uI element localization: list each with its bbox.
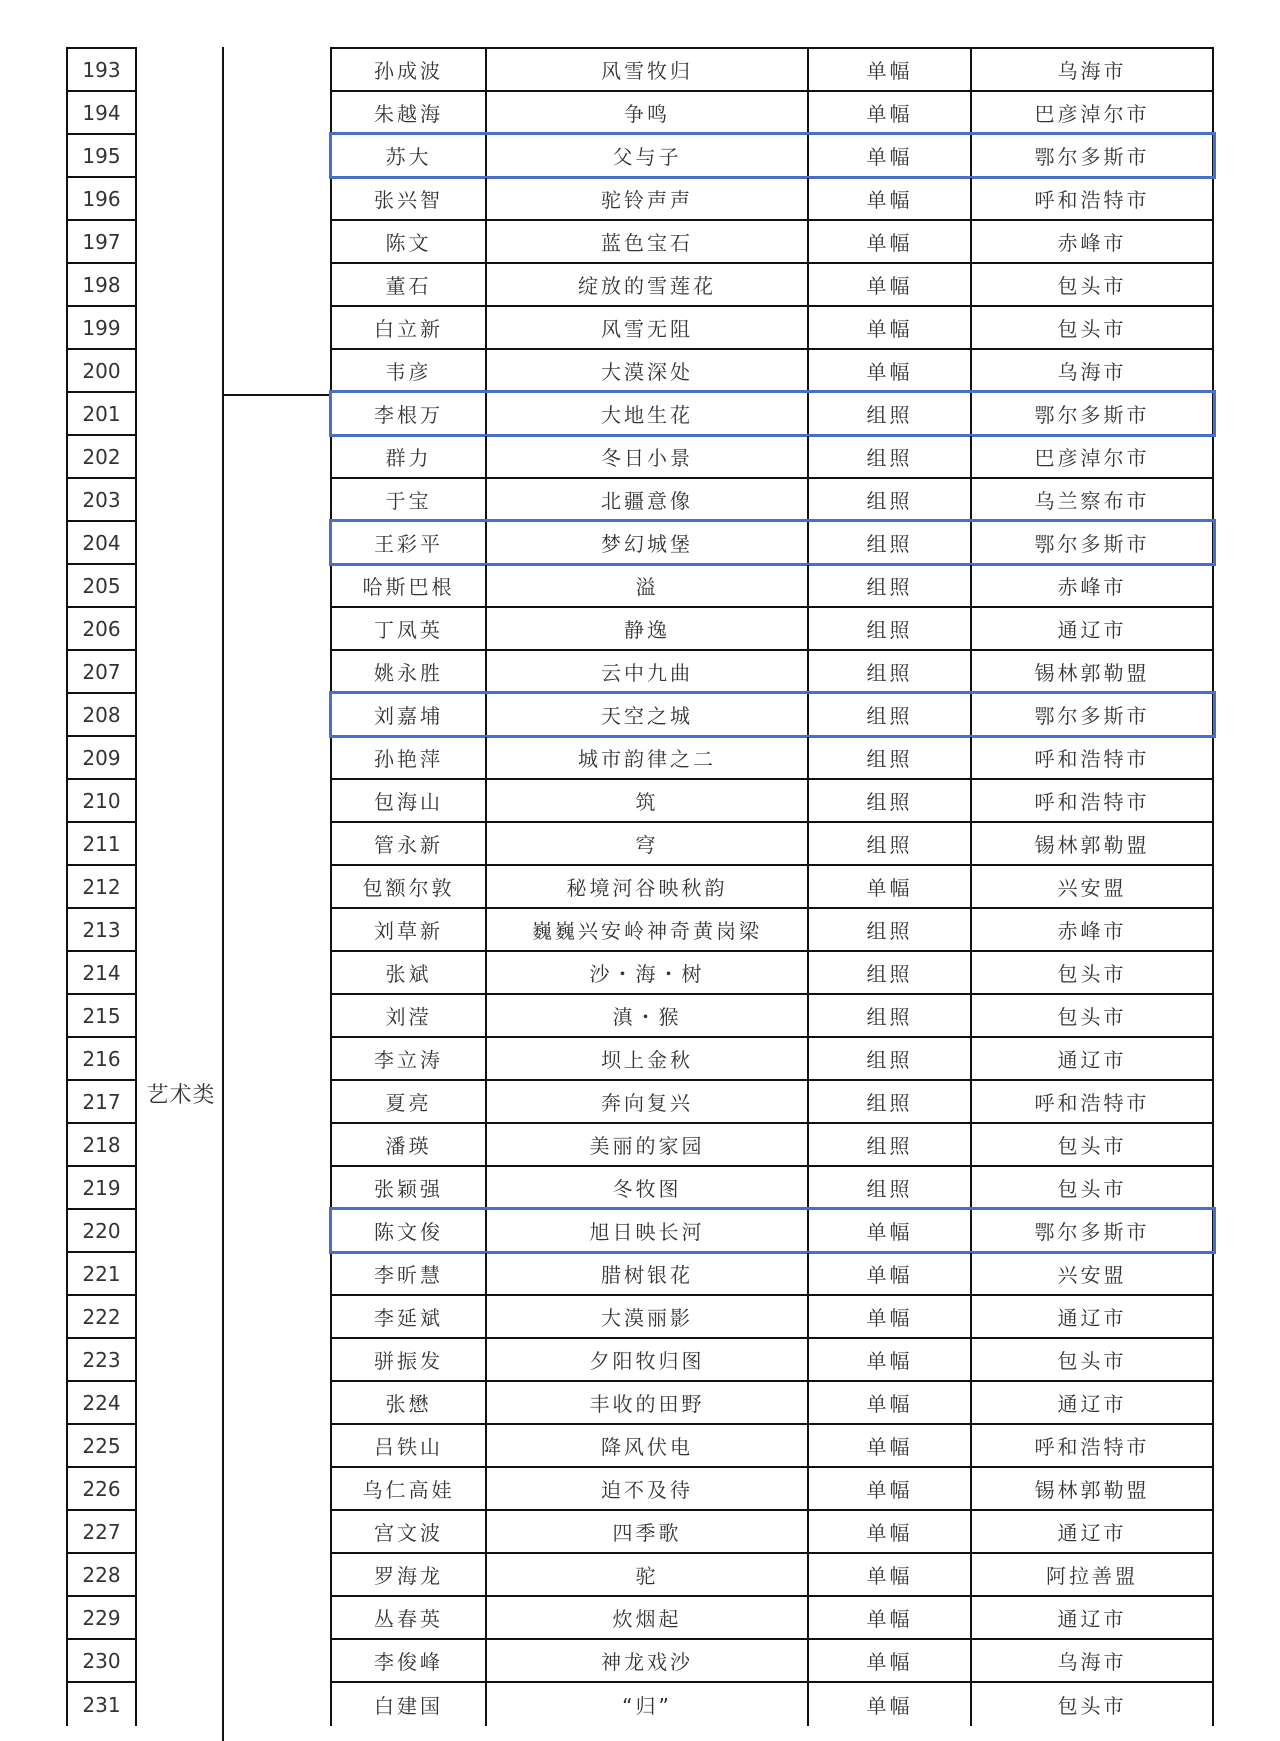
row-number: 226	[68, 1468, 135, 1511]
city-cell: 兴安盟	[1057, 876, 1127, 900]
table-row	[332, 1167, 1212, 1210]
city-cell: 通辽市	[1057, 1607, 1127, 1631]
category-label: 艺术类	[146, 1083, 216, 1108]
work-type-cell: 单幅	[809, 1210, 972, 1251]
city-cell: 赤峰市	[1057, 919, 1127, 943]
work-type-cell: 组照	[809, 995, 972, 1036]
table-row	[332, 995, 1212, 1038]
work-title-cell: 城市韵律之二	[487, 737, 809, 778]
author-cell: 张懋	[332, 1382, 487, 1423]
city-cell: 兴安盟	[1057, 1263, 1127, 1287]
city-cell: 包头市	[1057, 317, 1127, 341]
work-type-cell: 单幅	[809, 1253, 972, 1294]
author-cell: 丁凤英	[332, 608, 487, 649]
work-type-cell: 组照	[809, 651, 972, 692]
table-row	[332, 1683, 1212, 1726]
row-number: 201	[68, 393, 135, 436]
table-row	[332, 350, 1212, 393]
row-number: 215	[68, 995, 135, 1038]
city-cell: 包头市	[1057, 1134, 1127, 1158]
author-cell: 骈振发	[332, 1339, 487, 1380]
work-title-cell: 四季歌	[487, 1511, 809, 1552]
author-cell: 苏大	[332, 135, 487, 176]
work-title-cell: 巍巍兴安岭神奇黄岗梁	[487, 909, 809, 950]
row-number: 204	[68, 522, 135, 565]
row-number: 202	[68, 436, 135, 479]
row-number: 217	[68, 1081, 135, 1124]
row-number: 231	[82, 1692, 121, 1717]
author-cell: 韦彦	[332, 350, 487, 391]
work-title-cell: 奔向复兴	[487, 1081, 809, 1122]
work-title-cell: 沙・海・树	[487, 952, 809, 993]
row-number: 210	[68, 780, 135, 823]
author-cell: 包海山	[332, 780, 487, 821]
city-cell: 通辽市	[1057, 1521, 1127, 1545]
author-cell: 董石	[332, 264, 487, 305]
work-title-cell: “归”	[487, 1683, 809, 1726]
author-cell: 罗海龙	[332, 1554, 487, 1595]
table-row	[332, 1511, 1212, 1554]
author-cell: 王彩平	[332, 522, 487, 563]
work-title-cell: 腊树银花	[487, 1253, 809, 1294]
work-type-cell: 单幅	[809, 1339, 972, 1380]
city-cell: 鄂尔多斯市	[1034, 1220, 1150, 1244]
author-cell: 陈文	[332, 221, 487, 262]
category-connector-line	[222, 394, 332, 396]
table-row	[332, 1554, 1212, 1597]
author-cell: 张兴智	[332, 178, 487, 219]
city-cell: 呼和浩特市	[1034, 1091, 1150, 1115]
work-title-cell: 父与子	[487, 135, 809, 176]
row-number: 228	[68, 1554, 135, 1597]
work-title-cell: 筑	[487, 780, 809, 821]
work-title-cell: 风雪牧归	[487, 49, 809, 90]
table-row	[332, 608, 1212, 651]
city-cell: 乌海市	[1057, 1650, 1127, 1674]
work-type-cell: 组照	[809, 608, 972, 649]
table-row	[332, 221, 1212, 264]
work-type-cell: 组照	[809, 823, 972, 864]
work-type-cell: 组照	[809, 737, 972, 778]
author-cell: 白立新	[332, 307, 487, 348]
author-cell: 潘瑛	[332, 1124, 487, 1165]
row-number: 227	[68, 1511, 135, 1554]
row-number: 193	[68, 49, 135, 92]
city-cell: 巴彦淖尔市	[1034, 102, 1150, 126]
row-number: 211	[68, 823, 135, 866]
city-cell: 鄂尔多斯市	[1034, 704, 1150, 728]
author-cell: 李俊峰	[332, 1640, 487, 1681]
row-number: 206	[68, 608, 135, 651]
work-type-cell: 组照	[809, 909, 972, 950]
work-title-cell: 大漠丽影	[487, 1296, 809, 1337]
work-title-cell: 迫不及待	[487, 1468, 809, 1509]
row-number: 224	[68, 1382, 135, 1425]
city-cell: 锡林郭勒盟	[1034, 1478, 1150, 1502]
table-row	[332, 436, 1212, 479]
work-type-cell: 单幅	[809, 135, 972, 176]
city-cell: 通辽市	[1057, 1392, 1127, 1416]
city-cell: 包头市	[1057, 1349, 1127, 1373]
work-title-cell: 秘境河谷映秋韵	[487, 866, 809, 907]
row-number: 194	[68, 92, 135, 135]
table-row	[332, 866, 1212, 909]
work-title-cell: 云中九曲	[487, 651, 809, 692]
work-type-cell: 单幅	[809, 1597, 972, 1638]
city-cell: 通辽市	[1057, 1048, 1127, 1072]
author-cell: 白建国	[332, 1683, 487, 1726]
work-type-cell: 单幅	[809, 49, 972, 90]
work-title-cell: 争鸣	[487, 92, 809, 133]
table-row	[332, 651, 1212, 694]
work-title-cell: 驼铃声声	[487, 178, 809, 219]
work-title-cell: 北疆意像	[487, 479, 809, 520]
city-cell: 鄂尔多斯市	[1034, 532, 1150, 556]
city-cell: 呼和浩特市	[1034, 790, 1150, 814]
work-title-cell: 炊烟起	[487, 1597, 809, 1638]
row-number: 220	[68, 1210, 135, 1253]
row-number: 229	[68, 1597, 135, 1640]
author-cell: 吕铁山	[332, 1425, 487, 1466]
city-cell: 鄂尔多斯市	[1034, 145, 1150, 169]
city-cell: 赤峰市	[1057, 575, 1127, 599]
work-title-cell: 梦幻城堡	[487, 522, 809, 563]
table-row	[332, 1640, 1212, 1683]
city-cell: 巴彦淖尔市	[1034, 446, 1150, 470]
author-cell: 管永新	[332, 823, 487, 864]
work-type-cell: 单幅	[809, 1425, 972, 1466]
table-row	[332, 522, 1212, 565]
work-title-cell: 旭日映长河	[487, 1210, 809, 1251]
row-number: 214	[68, 952, 135, 995]
row-number: 209	[68, 737, 135, 780]
row-number: 219	[68, 1167, 135, 1210]
work-title-cell: 穹	[487, 823, 809, 864]
city-cell: 呼和浩特市	[1034, 188, 1150, 212]
work-title-cell: 冬牧图	[487, 1167, 809, 1208]
work-title-cell: 溢	[487, 565, 809, 606]
author-cell: 李昕慧	[332, 1253, 487, 1294]
author-cell: 乌仁高娃	[332, 1468, 487, 1509]
work-type-cell: 单幅	[809, 350, 972, 391]
city-cell: 乌海市	[1057, 59, 1127, 83]
author-cell: 姚永胜	[332, 651, 487, 692]
work-title-cell: 丰收的田野	[487, 1382, 809, 1423]
work-title-cell: 绽放的雪莲花	[487, 264, 809, 305]
number-column	[66, 47, 137, 1726]
author-cell: 李根万	[332, 393, 487, 434]
city-cell: 通辽市	[1057, 1306, 1127, 1330]
table-row	[332, 1210, 1212, 1253]
work-type-cell: 组照	[809, 1167, 972, 1208]
table-row	[332, 1597, 1212, 1640]
work-type-cell: 单幅	[809, 1468, 972, 1509]
city-cell: 锡林郭勒盟	[1034, 661, 1150, 685]
work-type-cell: 单幅	[809, 1554, 972, 1595]
work-title-cell: 美丽的家园	[487, 1124, 809, 1165]
work-title-cell: 坝上金秋	[487, 1038, 809, 1079]
city-cell: 锡林郭勒盟	[1034, 833, 1150, 857]
work-type-cell: 单幅	[809, 1640, 972, 1681]
work-type-cell: 单幅	[809, 866, 972, 907]
row-number: 212	[68, 866, 135, 909]
row-number: 208	[68, 694, 135, 737]
table-row	[332, 1382, 1212, 1425]
row-number: 223	[68, 1339, 135, 1382]
author-cell: 李立涛	[332, 1038, 487, 1079]
city-cell: 通辽市	[1057, 618, 1127, 642]
author-cell: 夏亮	[332, 1081, 487, 1122]
row-number: 200	[68, 350, 135, 393]
table-row	[332, 479, 1212, 522]
city-cell: 呼和浩特市	[1034, 747, 1150, 771]
work-title-cell: 滇・猴	[487, 995, 809, 1036]
table-row	[332, 952, 1212, 995]
row-number: 213	[68, 909, 135, 952]
table-row	[332, 780, 1212, 823]
row-number: 199	[68, 307, 135, 350]
table-row	[332, 1339, 1212, 1382]
table-row	[332, 1253, 1212, 1296]
work-type-cell: 单幅	[809, 1511, 972, 1552]
work-type-cell: 组照	[809, 1124, 972, 1165]
work-type-cell: 单幅	[809, 221, 972, 262]
table-row	[332, 694, 1212, 737]
work-type-cell: 单幅	[809, 1382, 972, 1423]
city-cell: 鄂尔多斯市	[1034, 403, 1150, 427]
entries-table	[330, 47, 1214, 1726]
work-type-cell: 单幅	[809, 1296, 972, 1337]
work-title-cell: 天空之城	[487, 694, 809, 735]
author-cell: 刘滢	[332, 995, 487, 1036]
table-row	[332, 1296, 1212, 1339]
author-cell: 孙成波	[332, 49, 487, 90]
row-number: 221	[68, 1253, 135, 1296]
table-row	[332, 1038, 1212, 1081]
table-row	[332, 307, 1212, 350]
city-cell: 乌海市	[1057, 360, 1127, 384]
row-number: 198	[68, 264, 135, 307]
row-number: 218	[68, 1124, 135, 1167]
work-type-cell: 组照	[809, 393, 972, 434]
work-type-cell: 组照	[809, 436, 972, 477]
table-row	[332, 1081, 1212, 1124]
city-cell: 包头市	[1057, 1177, 1127, 1201]
table-row	[332, 1425, 1212, 1468]
author-cell: 于宝	[332, 479, 487, 520]
row-number: 203	[68, 479, 135, 522]
work-title-cell: 冬日小景	[487, 436, 809, 477]
author-cell: 宫文波	[332, 1511, 487, 1552]
work-title-cell: 蓝色宝石	[487, 221, 809, 262]
author-cell: 张颖强	[332, 1167, 487, 1208]
author-cell: 刘嘉埔	[332, 694, 487, 735]
work-type-cell: 组照	[809, 479, 972, 520]
author-cell: 丛春英	[332, 1597, 487, 1638]
city-cell: 阿拉善盟	[1046, 1564, 1138, 1588]
city-cell: 赤峰市	[1057, 231, 1127, 255]
row-number: 205	[68, 565, 135, 608]
work-type-cell: 单幅	[809, 178, 972, 219]
work-title-cell: 夕阳牧归图	[487, 1339, 809, 1380]
city-cell: 包头市	[1057, 274, 1127, 298]
work-type-cell: 组照	[809, 694, 972, 735]
row-number: 197	[68, 221, 135, 264]
work-type-cell: 组照	[809, 565, 972, 606]
row-number: 225	[68, 1425, 135, 1468]
work-type-cell: 单幅	[809, 264, 972, 305]
table-row	[332, 92, 1212, 135]
table-row	[332, 1468, 1212, 1511]
table-row	[332, 737, 1212, 780]
work-title-cell: 风雪无阻	[487, 307, 809, 348]
author-cell: 孙艳萍	[332, 737, 487, 778]
table-row	[332, 264, 1212, 307]
work-type-cell: 组照	[809, 1081, 972, 1122]
author-cell: 哈斯巴根	[332, 565, 487, 606]
work-type-cell: 单幅	[809, 307, 972, 348]
table-row	[332, 135, 1212, 178]
author-cell: 张斌	[332, 952, 487, 993]
city-cell: 包头市	[1057, 1694, 1127, 1718]
work-type-cell: 组照	[809, 952, 972, 993]
city-cell: 包头市	[1057, 962, 1127, 986]
table-row	[332, 49, 1212, 92]
city-cell: 包头市	[1057, 1005, 1127, 1029]
table-row	[332, 823, 1212, 866]
table-row	[332, 909, 1212, 952]
author-cell: 包额尔敦	[332, 866, 487, 907]
row-number: 207	[68, 651, 135, 694]
row-number: 196	[68, 178, 135, 221]
category-divider-line	[222, 47, 224, 1741]
table-row	[332, 178, 1212, 221]
work-title-cell: 大地生花	[487, 393, 809, 434]
author-cell: 李延斌	[332, 1296, 487, 1337]
work-type-cell: 单幅	[809, 1683, 972, 1726]
work-title-cell: 驼	[487, 1554, 809, 1595]
work-title-cell: 神龙戏沙	[487, 1640, 809, 1681]
work-type-cell: 组照	[809, 1038, 972, 1079]
city-cell: 呼和浩特市	[1034, 1435, 1150, 1459]
row-number: 195	[68, 135, 135, 178]
row-number: 230	[68, 1640, 135, 1683]
work-title-cell: 降风伏电	[487, 1425, 809, 1466]
table-row	[332, 1124, 1212, 1167]
row-number: 216	[68, 1038, 135, 1081]
author-cell: 群力	[332, 436, 487, 477]
table-row	[332, 565, 1212, 608]
author-cell: 陈文俊	[332, 1210, 487, 1251]
city-cell: 乌兰察布市	[1034, 489, 1150, 513]
author-cell: 朱越海	[332, 92, 487, 133]
author-cell: 刘草新	[332, 909, 487, 950]
work-type-cell: 组照	[809, 522, 972, 563]
table-row	[332, 393, 1212, 436]
work-title-cell: 静逸	[487, 608, 809, 649]
row-number: 222	[68, 1296, 135, 1339]
work-type-cell: 组照	[809, 780, 972, 821]
work-type-cell: 单幅	[809, 92, 972, 133]
work-title-cell: 大漠深处	[487, 350, 809, 391]
